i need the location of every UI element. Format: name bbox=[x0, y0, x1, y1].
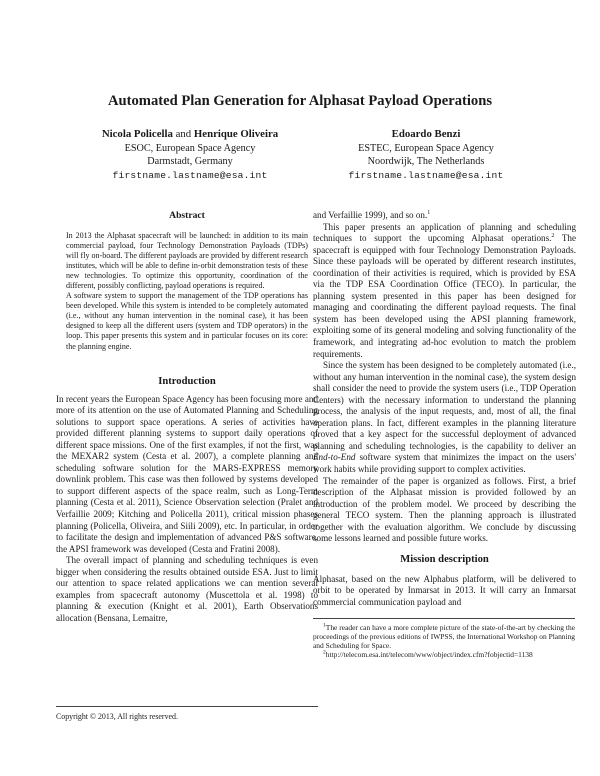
mission-description-heading: Mission description bbox=[400, 553, 489, 565]
right-paragraph-1-a: This paper presents an application of planning and scheduling techniques to support the upcoming Alphasat operations. bbox=[313, 221, 576, 244]
mission-paragraph-1: Alphasat, based on the new Alphabus platform, will be delivered to orbit to be operated by Inmarsat in 2013. It will carry an Inmarsat commercial communication payload and bbox=[313, 573, 576, 607]
right-paragraph-1-b: The spacecraft is equipped with four Technology Demonstration Payloads. Since these payloads will be operated by different research institutes, coordination of their activities is required, which is provided by ESA via the TDP ESA Coordination Office (TECO). In particular, the planning system presented in this paper has been designed for managing and coordinating the different payload requests. The final system has been developed using the APSI planning framework, exploiting some of its general modeling and solving functionality of the framework, and integrating ad-hoc evolution to match the problem requirements. bbox=[313, 233, 576, 359]
introduction-heading: Introduction bbox=[158, 375, 216, 387]
abstract bbox=[56, 207, 318, 352]
authors-esoc bbox=[60, 128, 320, 182]
authors-estec bbox=[318, 128, 534, 182]
footnote-2-url[interactable]: http://telecom.esa.int/telecom/www/object/index.cfm?fobjectid=1138 bbox=[325, 649, 533, 659]
footnote-2 bbox=[313, 650, 575, 659]
footnote-1 bbox=[313, 623, 575, 650]
right-paragraph-0-text: and Verfaillie 1999), and so on. bbox=[313, 210, 428, 220]
paper-title: Automated Plan Generation for Alphasat Payload Operations bbox=[107, 93, 493, 109]
author-names-left bbox=[60, 128, 320, 142]
affiliation-esoc: ESOC, European Space Agency bbox=[124, 142, 256, 154]
right-column bbox=[313, 210, 576, 659]
footnote-1-marker: 1 bbox=[323, 622, 326, 629]
copyright-notice: Copyright © 2013, All rights reserved. bbox=[56, 706, 318, 721]
footnotes bbox=[313, 618, 575, 659]
footnote-ref-1: 1 bbox=[427, 209, 431, 216]
author-benzi: Edoardo Benzi bbox=[391, 128, 461, 140]
author-oliveira: Henrique Oliveira bbox=[193, 128, 279, 140]
right-paragraph-1 bbox=[313, 222, 576, 361]
left-column bbox=[56, 207, 318, 625]
end-to-end-emphasis: End-to-End bbox=[313, 452, 356, 463]
right-paragraph-2-a: Since the system has been designed to be completely automated (i.e., without any human intervention in the nominal case), the system design shall consider the need to provide the system users (i.e., TDP Operation Centers) with the necessary information to understand the planning process, the analysis of the input requests, and, most of all, the final operation plans. In fact, different examples in the planning literature proved that a key aspect for the successful deployment of advanced planning and scheduling technologies, is the capability to deliver an bbox=[313, 360, 576, 451]
right-paragraph-0 bbox=[313, 210, 576, 222]
right-paragraph-2 bbox=[313, 360, 576, 475]
intro-paragraph-1: In recent years the European Space Agency has been focusing more and more of its attention on the use of Automated Planning and Scheduling solutions to support space operations. A series of activities have provided different planning systems to support daily operations of different space missions. One of the first examples, if not the first, was the MEXAR2 system (Cesta et al. 2007), a complete planning and scheduling software solution for the MARS-EXPRESS memory downlink problem. This case was then followed by systems developed to support different aspects of the space realm, such as Long-Term planning (Cesta et al. 2011), Science Observation selection (Pralet and Verfaillie 2009; Kitching and Policella 2011), critical mission phases planning (Policella, Oliveira, and Siili 2009), etc. In particular, in order to facilitate the design and implementation of advanced P&S software, the APSI framework was developed (Cesta and Fratini 2008). bbox=[56, 393, 318, 554]
author-conjunction: and bbox=[175, 128, 192, 140]
email-right: firstname.lastname@esa.int bbox=[348, 169, 504, 181]
location-darmstadt: Darmstadt, Germany bbox=[147, 156, 233, 168]
author-policella: Nicola Policella bbox=[101, 128, 173, 140]
right-paragraph-2-b: software system that minimizes the impact on the users' work habits while providing support to complex activities. bbox=[313, 452, 576, 475]
location-noordwijk: Noordwijk, The Netherlands bbox=[367, 156, 485, 168]
abstract-paragraph-2: A software system to support the management of the TDP operations has been developed. While this system is intended to be completely automated (i.e., without any human intervention in the nominal case), it has been designed to keep all the different users (system and TDP operators) in the loop. This paper presents this system and in particular focuses on its core: the planning engine. bbox=[66, 291, 308, 351]
intro-paragraph-2: The overall impact of planning and scheduling techniques is even bigger when considering the results obtained outside ESA. Just to limit our attention to space related applications we can mention several examples from spacecraft autonomy (Muscettola et al. 1998) to planning & execution (Knight et al. 2001), Earth Observations allocation (Bensana, Lemaitre, bbox=[56, 555, 318, 623]
footnote-1-text: The reader can have a more complete picture of the state-of-the-art by checking the proceedings of the previous editions of IWPSS, the International Workshop on Planning and Scheduling for Space. bbox=[313, 622, 576, 650]
affiliation-estec: ESTEC, European Space Agency bbox=[358, 142, 494, 154]
right-paragraph-3: The remainder of the paper is organized as follows. First, a brief description of the Alphasat mission is provided followed by an introduction of the problem model. We proceed by describing the general TECO system. Then the planning approach is illustrated together with the evaluation algorithm. We conclude by discussing some lessons learned and possible future works. bbox=[313, 475, 576, 544]
footnote-ref-2: 2 bbox=[551, 233, 555, 240]
abstract-title: Abstract bbox=[169, 210, 205, 221]
email-left: firstname.lastname@esa.int bbox=[112, 169, 268, 181]
footnote-2-marker: 2 bbox=[323, 649, 326, 656]
abstract-paragraph-1: In 2013 the Alphasat spacecraft will be launched: in addition to its main commercial payload, four Technology Demonstration Payloads (TDPs) will fly on-board. The different payloads are provided by different research institutes, which will be able to define in-orbit demonstration tests of these new technologies. To optimize this opportunity, coordination of the different, possibly conflicting, payload operations is required. bbox=[66, 231, 308, 291]
